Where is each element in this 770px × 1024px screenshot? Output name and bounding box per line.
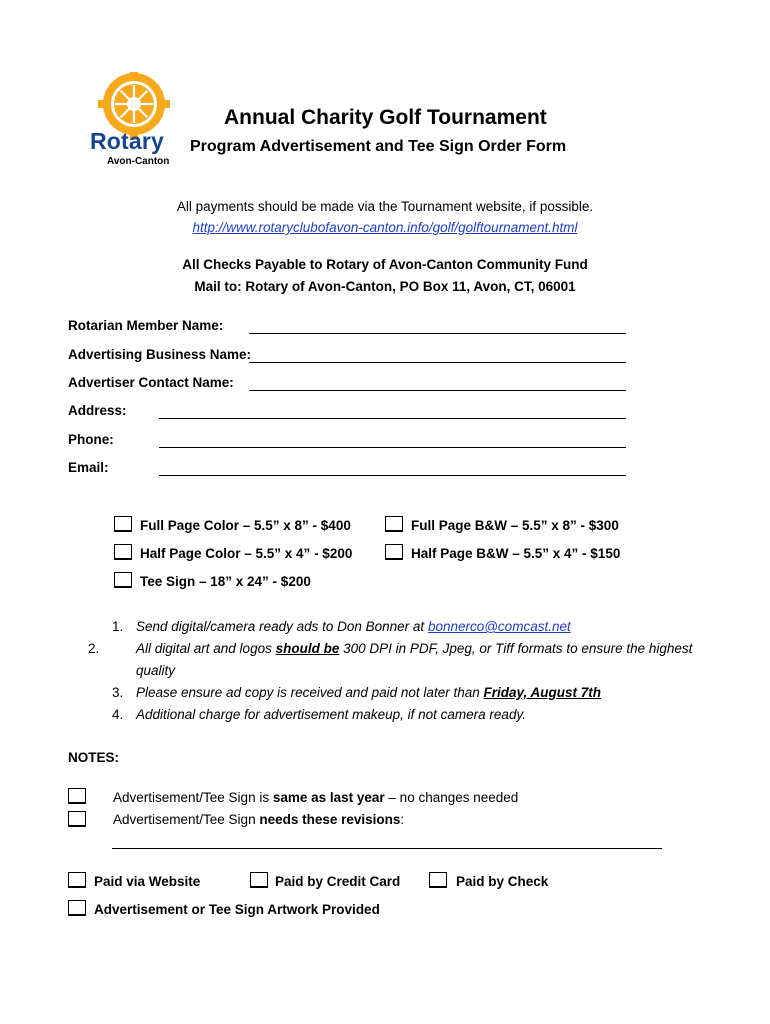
artwork-provided-label: Advertisement or Tee Sign Artwork Provided [94, 902, 380, 917]
instruction-text: 300 DPI in PDF, Jpeg, or Tiff formats to ensure the highest quality [136, 641, 693, 678]
instruction-text: Additional charge for advertisement makeup, if not camera ready. [136, 707, 526, 722]
page-subtitle: Program Advertisement and Tee Sign Order Form [190, 138, 567, 155]
paid-credit-card-checkbox[interactable] [250, 872, 268, 888]
club-name: Avon-Canton [107, 156, 170, 167]
full-page-color-checkbox[interactable] [114, 516, 132, 532]
payment-note: All payments should be made via the Tournament website, if possible. [176, 199, 594, 214]
address-label: Address: [68, 403, 127, 418]
instruction-2 [88, 638, 726, 682]
instruction-text: All digital art and logos [136, 641, 276, 656]
full-page-bw-checkbox[interactable] [385, 516, 403, 532]
same-as-last-year-checkbox[interactable] [68, 788, 86, 804]
paid-check-label: Paid by Check [456, 874, 549, 889]
business-name-field[interactable] [249, 362, 626, 363]
half-page-bw-checkbox[interactable] [385, 544, 403, 560]
instruction-number: 3. [112, 685, 124, 700]
tee-sign-label: Tee Sign – 18” x 24” - $200 [140, 574, 311, 589]
rotary-wordmark: Rotary [90, 128, 165, 154]
email-field[interactable] [159, 475, 626, 476]
instruction-emphasis: should be [275, 641, 340, 656]
same-as-last-year-label: Advertisement/Tee Sign is same as last year – no changes needed [113, 790, 519, 805]
tournament-link-row [0, 220, 770, 235]
business-name-label: Advertising Business Name: [68, 347, 252, 362]
needs-revisions-label: Advertisement/Tee Sign needs these revisions: [113, 812, 405, 827]
contact-name-field[interactable] [249, 390, 626, 391]
tournament-link[interactable]: http://www.rotaryclubofavon-canton.info/golf/golftournament.html [192, 220, 578, 235]
revisions-field[interactable] [112, 848, 662, 849]
paid-website-label: Paid via Website [94, 874, 201, 889]
instruction-3 [112, 682, 712, 704]
member-name-label: Rotarian Member Name: [68, 318, 224, 333]
tee-sign-checkbox[interactable] [114, 572, 132, 588]
page-title: Annual Charity Golf Tournament [224, 106, 547, 129]
needs-revisions-checkbox[interactable] [68, 811, 86, 827]
instruction-text: Send digital/camera ready ads to Don Bonner at [136, 619, 428, 634]
artwork-provided-checkbox[interactable] [68, 900, 86, 916]
instruction-1 [112, 616, 712, 638]
mail-address: Mail to: Rotary of Avon-Canton, PO Box 11, Avon, CT, 06001 [194, 279, 576, 294]
instruction-text: Please ensure ad copy is received and paid not later than [136, 685, 484, 700]
half-page-color-checkbox[interactable] [114, 544, 132, 560]
deadline-date: Friday, August 7th [483, 685, 601, 700]
instruction-number: 1. [112, 619, 124, 634]
full-page-bw-label: Full Page B&W – 5.5” x 8” - $300 [411, 518, 619, 533]
instruction-number: 2. [88, 641, 100, 656]
email-label: Email: [68, 460, 109, 475]
full-page-color-label: Full Page Color – 5.5” x 8” - $400 [140, 518, 351, 533]
half-page-color-label: Half Page Color – 5.5” x 4” - $200 [140, 546, 353, 561]
member-name-field[interactable] [249, 333, 626, 334]
contact-name-label: Advertiser Contact Name: [68, 375, 234, 390]
paid-credit-card-label: Paid by Credit Card [275, 874, 401, 889]
instruction-number: 4. [112, 707, 124, 722]
checks-payable: All Checks Payable to Rotary of Avon-Canton Community Fund [182, 257, 588, 272]
contact-email-link[interactable]: bonnerco@comcast.net [427, 619, 571, 634]
paid-check-checkbox[interactable] [429, 872, 447, 888]
notes-heading: NOTES: [68, 750, 120, 765]
address-field[interactable] [159, 418, 626, 419]
instruction-4 [112, 704, 712, 726]
half-page-bw-label: Half Page B&W – 5.5” x 4” - $150 [411, 546, 621, 561]
paid-website-checkbox[interactable] [68, 872, 86, 888]
phone-field[interactable] [159, 447, 626, 448]
phone-label: Phone: [68, 432, 114, 447]
